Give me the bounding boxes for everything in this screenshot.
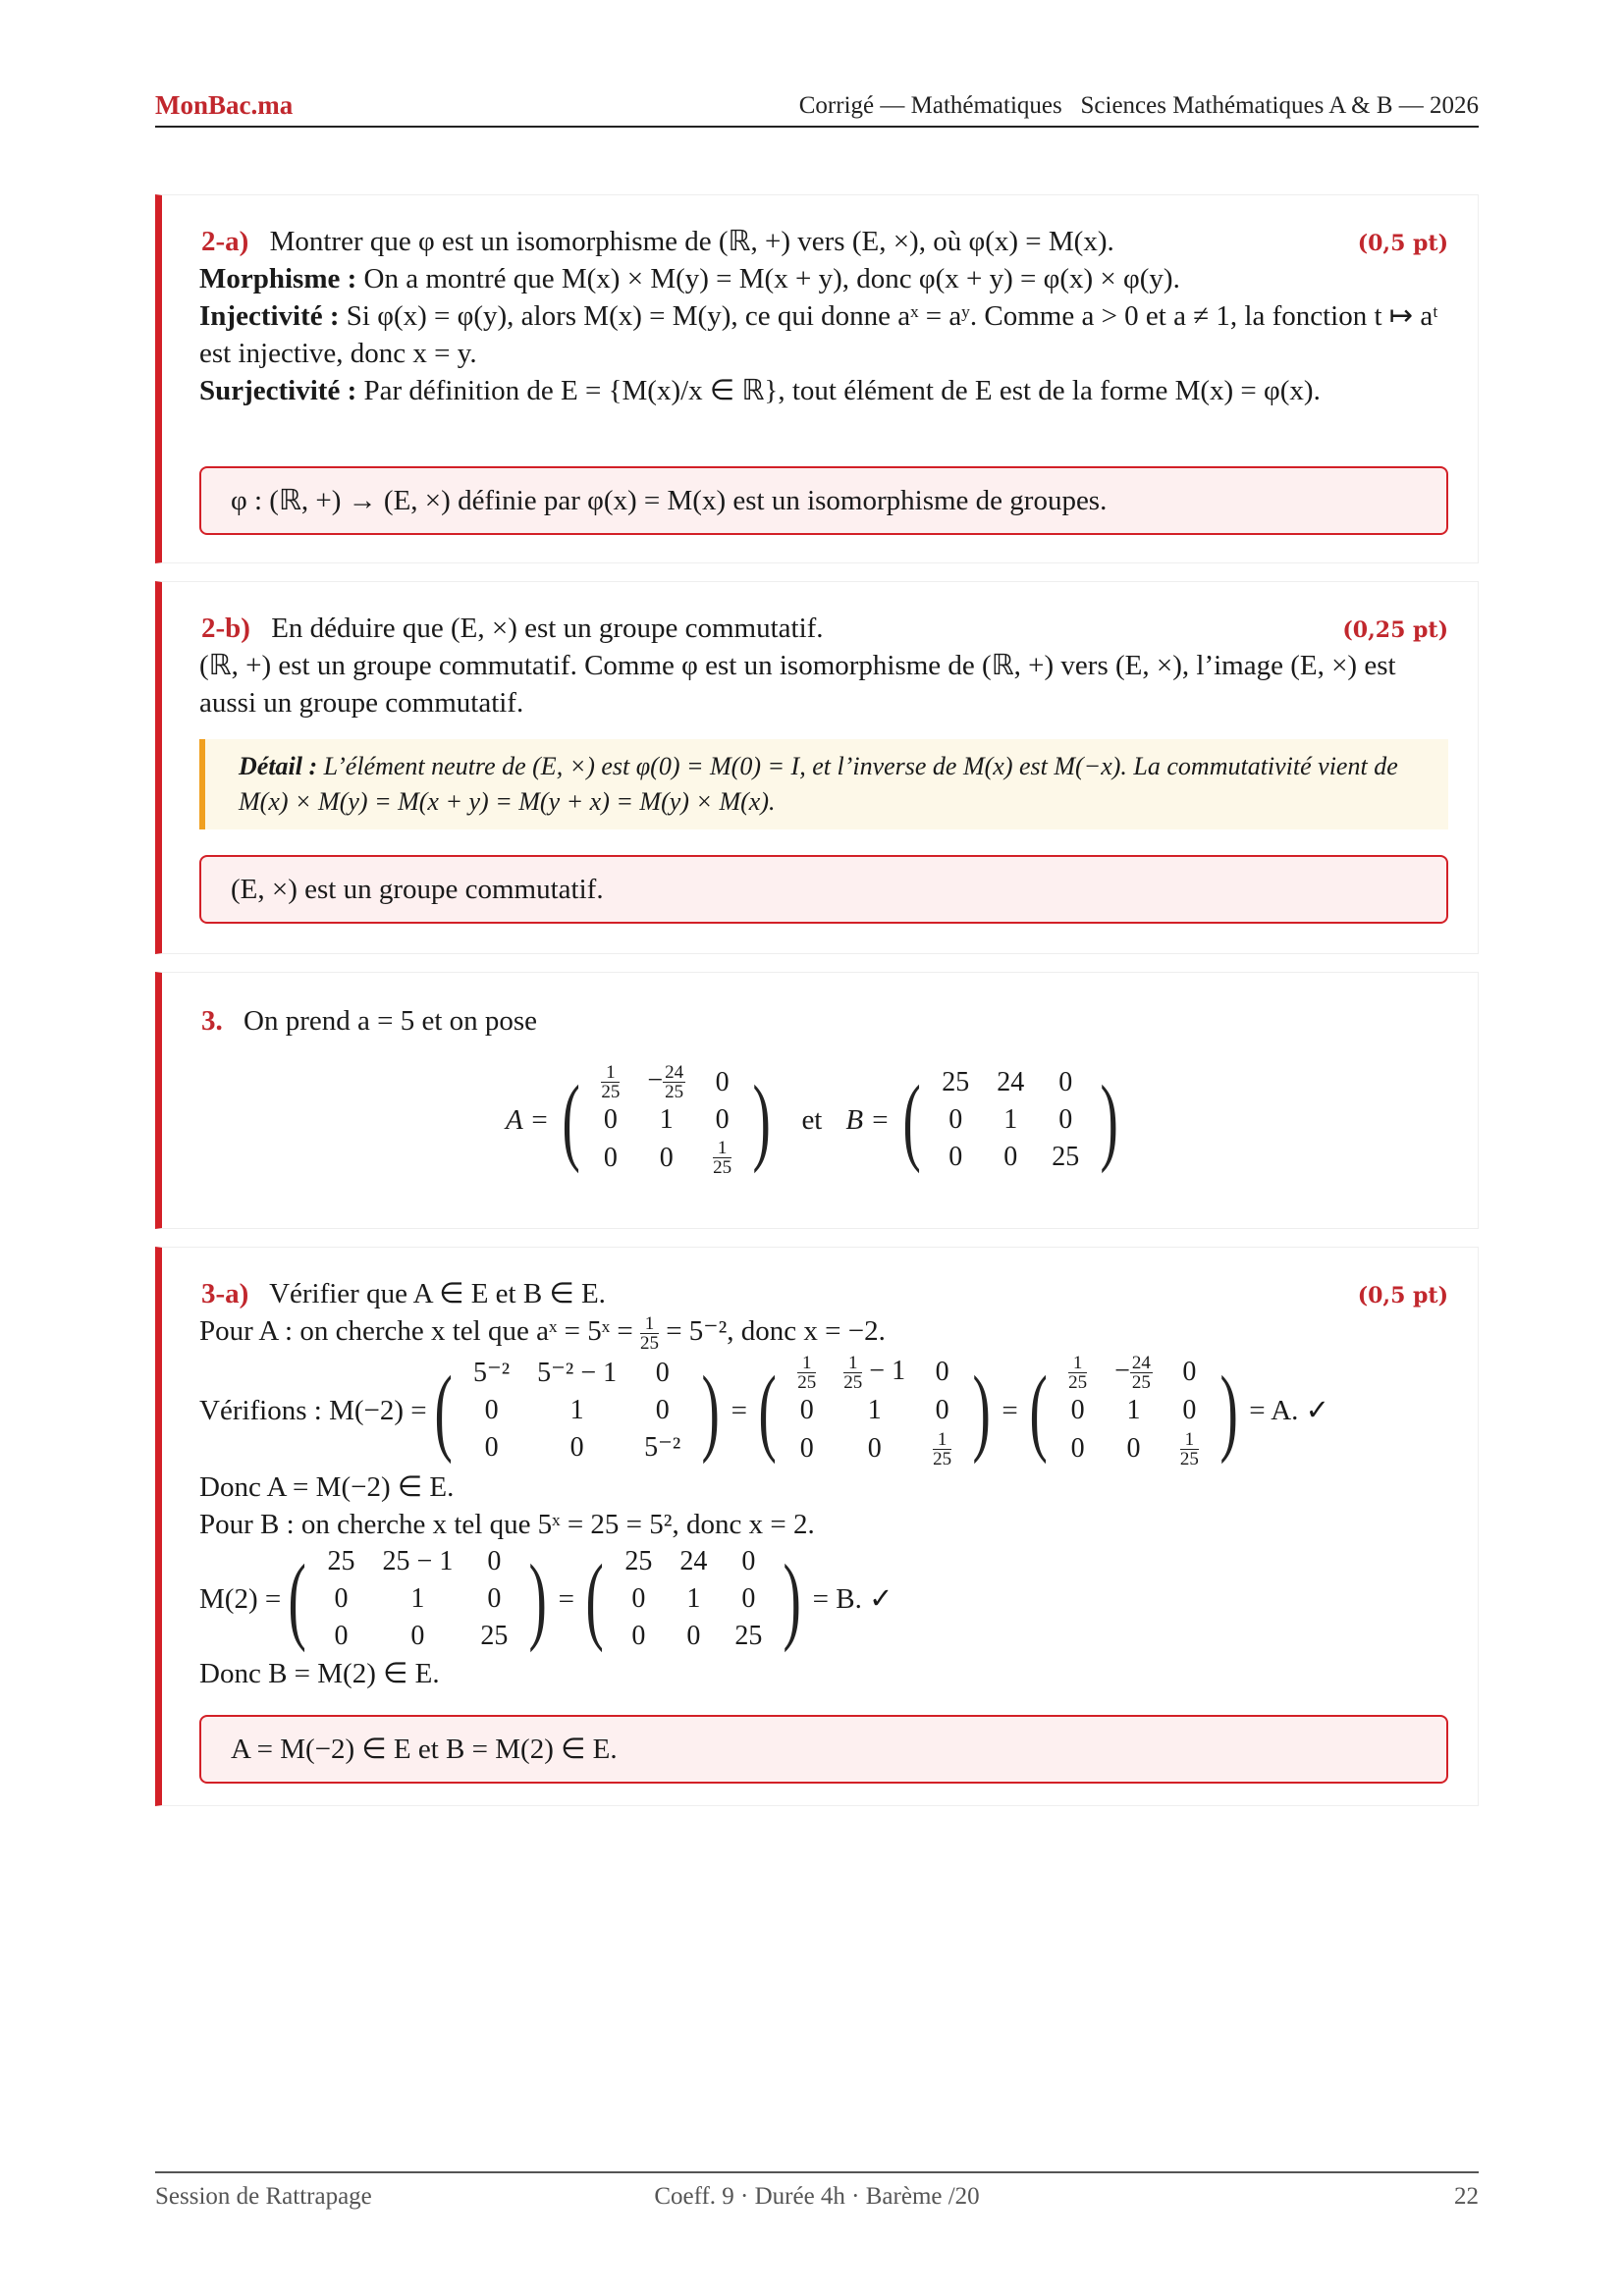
detail-label: Détail : [239, 752, 318, 780]
question-text: On prend a = 5 et on pose [244, 1005, 538, 1037]
verify-a-row: Vérifions : M(−2) = ( 5⁻² 5⁻² − 1 0 0 1 0 0 0 5⁻² ) = ( $\frac{1}{25}$ $\frac{1}{25}$ − 1 0 0 1 0 0 0 $\frac{1}{25}$ ) = ( $\frac{1}{25}$ − $\frac{24}{25}$ 0 0 1 0 0 0 $\frac{1}{25}$ ) = A. ✓ [199, 1352, 1329, 1469]
question-number: 3-a) [201, 1278, 249, 1309]
and-text: et [801, 1103, 823, 1136]
matrix-b-result: ( 25 24 0 0 1 0 0 0 25 ) [585, 1544, 802, 1653]
answer-body [199, 1312, 1448, 1692]
session-label: Session de Rattrapage [155, 2183, 372, 2210]
equals-a-check: = A. ✓ [1249, 1394, 1329, 1426]
coefficient-label: Coeff. 9 · Durée 4h · Barème /20 [654, 2183, 980, 2210]
question-2b [201, 610, 1448, 647]
matrix-fractions: ( $\frac{1}{25}$ $\frac{1}{25}$ − 1 0 0 1 0 0 0 $\frac{1}{25}$ ) [758, 1352, 991, 1469]
question-2a [201, 223, 1448, 260]
exercise-card-3a [155, 1247, 1479, 1806]
question-number: 2-a) [201, 226, 249, 257]
detail-box [199, 739, 1448, 829]
matrix-a-label: A = [506, 1103, 550, 1136]
verify-label: Vérifions : M(−2) = [199, 1394, 427, 1426]
matrix-m2: ( 25 25 − 1 0 0 1 0 0 0 25 ) [288, 1544, 548, 1653]
result-box [199, 466, 1448, 535]
conclusion-b: Donc B = M(2) ∈ E. [199, 1658, 440, 1689]
result-box [199, 855, 1448, 924]
question-text: Vérifier que A ∈ E et B ∈ E. [269, 1278, 606, 1309]
points-badge: (0,5 pt) [1357, 1283, 1448, 1308]
matrix-b: ( 25 24 0 0 1 0 0 0 25 ) [902, 1065, 1119, 1174]
matrix-b-label: B = [845, 1103, 890, 1136]
result-text: A = M(−2) ∈ E et B = M(2) ∈ E. [231, 1734, 618, 1765]
search-a-line: Pour A : on cherche x tel que aˣ = 5ˣ = $\frac{1}{25}$ = 5⁻², donc x = −2. [199, 1312, 886, 1354]
exercise-card-2b [155, 581, 1479, 954]
matrix-definitions [506, 1063, 1126, 1177]
search-b-line: Pour B : on cherche x tel que 5ˣ = 25 = 5², donc x = 2. [199, 1509, 815, 1540]
page-footer [155, 2171, 1479, 2213]
exercise-card-2a [155, 194, 1479, 563]
verify-b-row: M(2) = ( 25 25 − 1 0 0 1 0 0 0 25 ) = ( 25 24 0 0 1 0 0 0 25 ) = B. ✓ [199, 1544, 893, 1653]
matrix-a-result: ( $\frac{1}{25}$ − $\frac{24}{25}$ 0 0 1 0 0 0 $\frac{1}{25}$ ) [1029, 1352, 1238, 1469]
brand-logo: MonBac.ma [155, 90, 294, 120]
matrix-m-minus2: ( 5⁻² 5⁻² − 1 0 0 1 0 0 0 5⁻² ) [434, 1355, 721, 1465]
surjectivity-line: Surjectivité : Par définition de E = {M(x)/x ∈ ℝ}, tout élément de E est de la forme M(x) = φ(x). [199, 375, 1321, 406]
question-text: Montrer que φ est un isomorphisme de (ℝ, +) vers (E, ×), où φ(x) = M(x). [269, 226, 1114, 257]
header-title: Corrigé — Mathématiques Sciences Mathématiques A & B — 2026 [798, 92, 1479, 119]
answer-text: (ℝ, +) est un groupe commutatif. Comme φ est un isomorphisme de (ℝ, +) vers (E, ×), l’image (E, ×) est aussi un groupe commutatif. [199, 650, 1396, 719]
question-3a [201, 1275, 1448, 1312]
result-box [199, 1715, 1448, 1784]
page-header [155, 90, 1479, 128]
question-3 [201, 1002, 1448, 1040]
result-text: φ : (ℝ, +) → (E, ×) définie par φ(x) = M(x) est un isomorphisme de groupes. [231, 485, 1108, 516]
points-badge: (0,25 pt) [1342, 617, 1448, 643]
matrix-a: ( $\frac{1}{25}$ − $\frac{24}{25}$ 0 0 1 0 0 0 $\frac{1}{25}$ ) [562, 1062, 771, 1178]
morphism-line: Morphisme : On a montré que M(x) × M(y) = M(x + y), donc φ(x + y) = φ(x) × φ(y). [199, 263, 1180, 294]
equals-b-check: = B. ✓ [812, 1583, 893, 1615]
question-number: 3. [201, 1005, 223, 1037]
result-text: (E, ×) est un groupe commutatif. [231, 874, 604, 905]
page-number: 22 [1454, 2183, 1479, 2210]
exercise-card-3 [155, 972, 1479, 1229]
question-number: 2-b) [201, 613, 250, 644]
answer-body [199, 647, 1448, 721]
points-badge: (0,5 pt) [1357, 231, 1448, 256]
question-text: En déduire que (E, ×) est un groupe commutatif. [271, 613, 824, 644]
conclusion-a: Donc A = M(−2) ∈ E. [199, 1471, 455, 1503]
m2-label: M(2) = [199, 1583, 282, 1615]
injectivity-line: Injectivité : Si φ(x) = φ(y), alors M(x) = M(y), ce qui donne aˣ = aʸ. Comme a > 0 et a ≠ 1, la fonction t ↦ aᵗ est injective, donc x = y. [199, 300, 1438, 369]
answer-body [199, 260, 1448, 409]
detail-text: L’élément neutre de (E, ×) est φ(0) = M(0) = I, et l’inverse de M(x) est M(−x). La commutativité vient de M(x) × M(y) = M(x + y) = M(y + x) = M(y) × M(x). [239, 752, 1398, 816]
